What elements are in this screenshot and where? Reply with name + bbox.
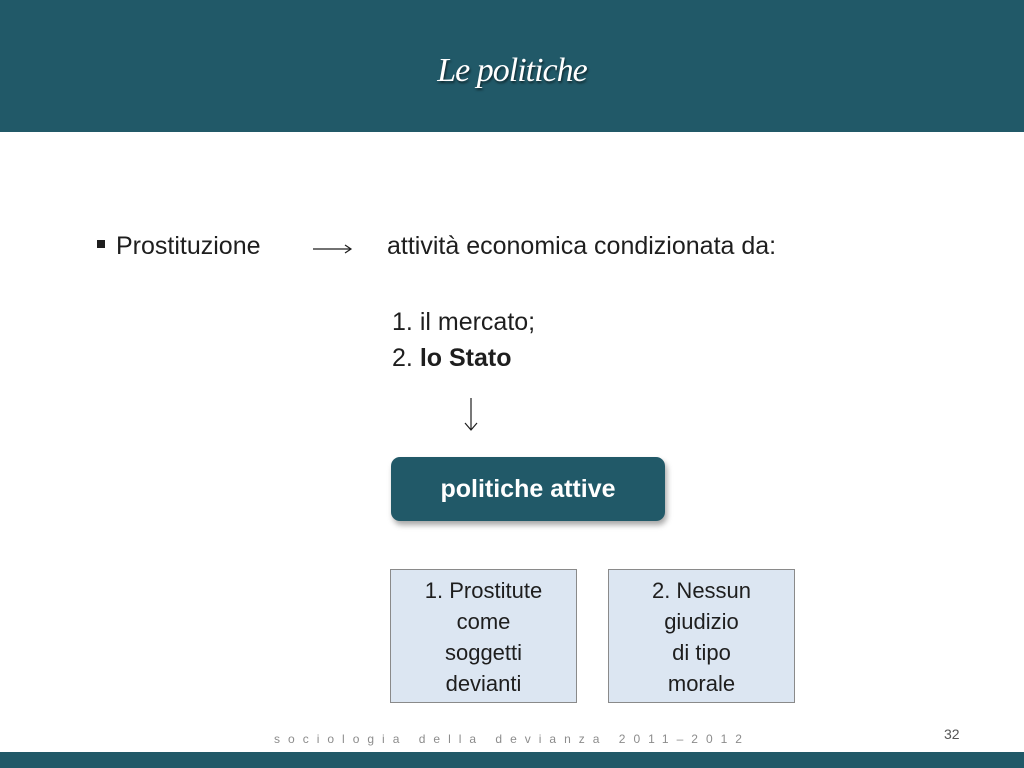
bullet-term: Prostituzione — [116, 232, 261, 260]
politiche-attive-box: politiche attive — [391, 457, 665, 521]
sub-box-line: morale — [667, 671, 736, 696]
arrow-right-icon — [313, 244, 353, 254]
footer-caption: sociologia della devianza 2011–2012 — [274, 732, 750, 746]
square-bullet-icon — [97, 240, 105, 248]
factor-item-2 — [392, 344, 511, 373]
factor-text: lo Stato — [419, 344, 512, 372]
bottom-bar — [0, 752, 1024, 768]
slide-title: Le politiche — [437, 52, 587, 89]
sub-box-1 — [390, 569, 577, 703]
arrow-down-icon — [463, 398, 479, 432]
sub-box-2 — [608, 569, 795, 703]
factor-number: 2. — [392, 344, 413, 372]
sub-box-line: di tipo — [672, 640, 731, 665]
factor-item-1 — [392, 308, 535, 337]
sub-box-line: devianti — [445, 671, 522, 696]
page-number: 32 — [944, 726, 960, 742]
sub-box-line: soggetti — [444, 640, 523, 665]
sub-box-line: giudizio — [664, 609, 739, 634]
factor-text: il mercato; — [419, 308, 536, 336]
bullet-description: attività economica condizionata da: — [387, 232, 777, 260]
factor-number: 1. — [392, 308, 413, 336]
sub-box-line: 1. Prostitute — [424, 578, 543, 603]
sub-box-line: come — [456, 609, 511, 634]
sub-box-line: 2. Nessun — [651, 578, 752, 603]
